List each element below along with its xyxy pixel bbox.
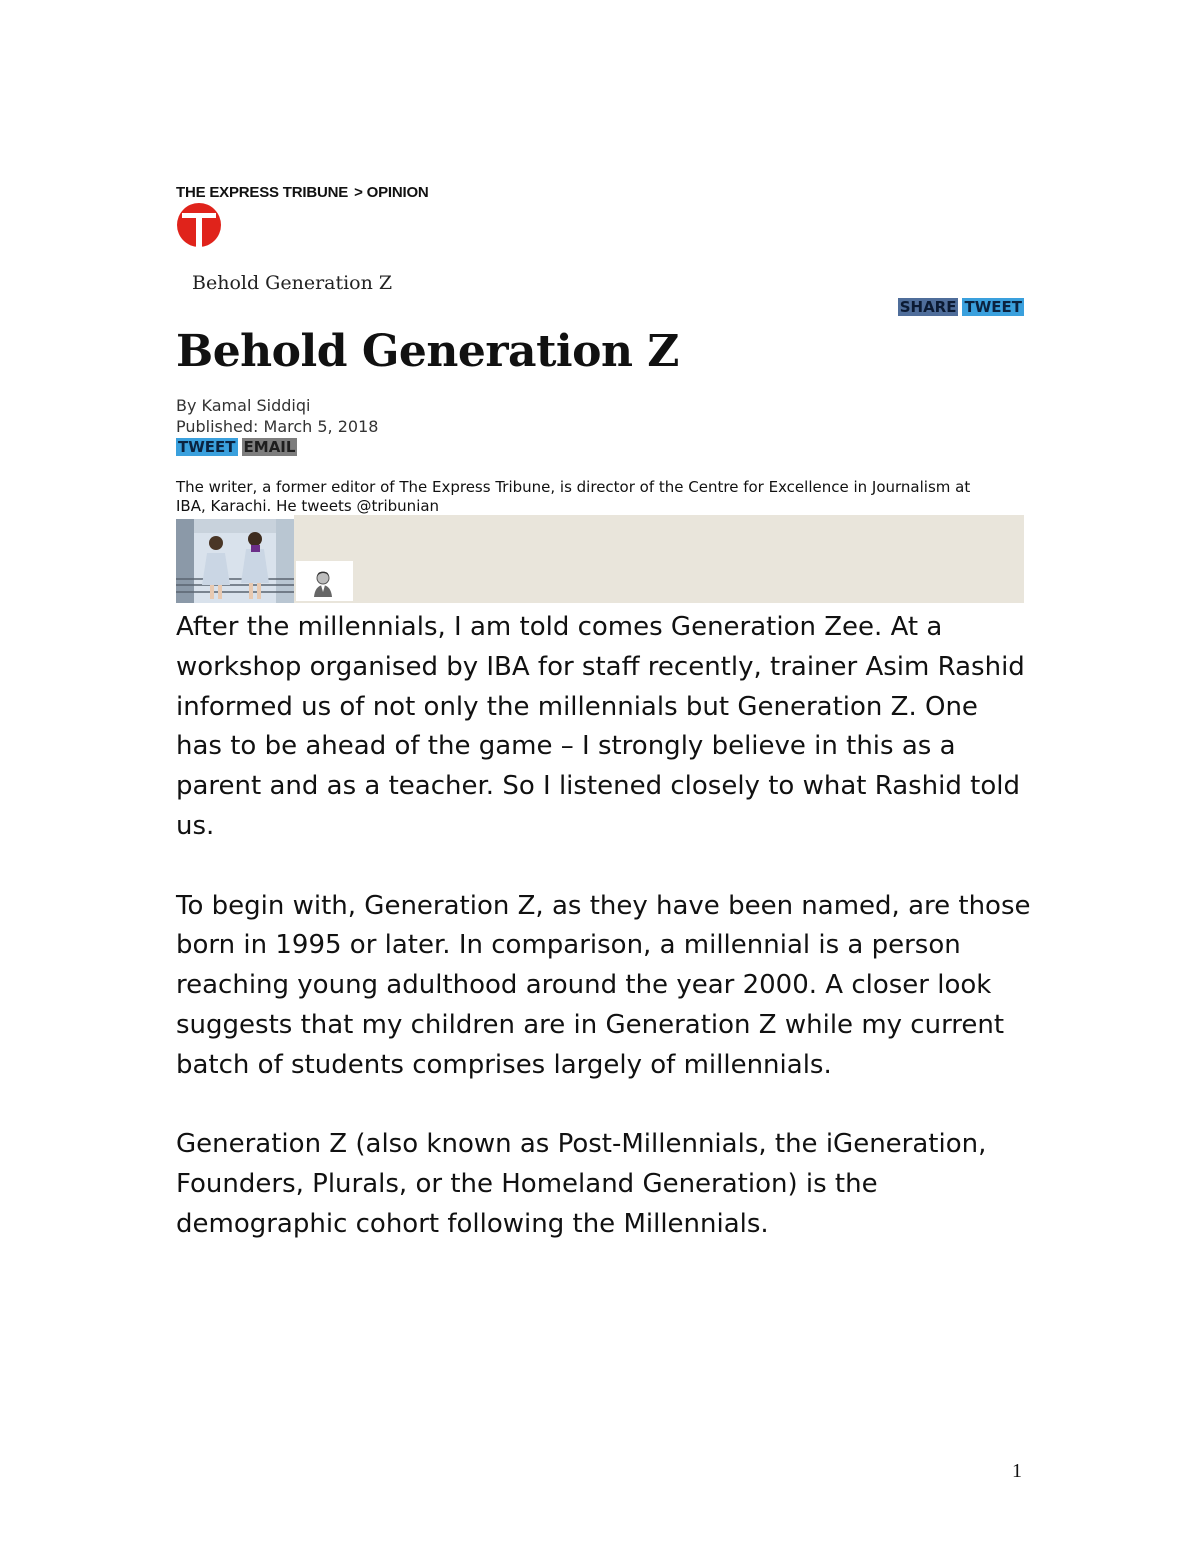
tweet-button[interactable]: TWEET [964, 298, 1022, 316]
article-photo [176, 519, 294, 603]
author-description: The writer, a former editor of The Express Tribune, is director of the Centre for Excellence in Journalism at IBA, Karachi. He tweets @tribunian [176, 478, 971, 515]
author-avatar [296, 561, 353, 601]
breadcrumb-section-link[interactable]: OPINION [366, 184, 429, 201]
tribune-t-logo-icon[interactable] [176, 202, 222, 248]
share-button[interactable]: SHARE [899, 298, 957, 316]
article-paragraph: Generation Z (also known as Post-Millennials, the iGeneration, Founders, Plurals, or the Homeland Generation) is the demographic cohort following the Millennials. [176, 1129, 987, 1239]
byline-block [176, 395, 378, 456]
article-headline: Behold Generation Z [176, 326, 679, 377]
article-paragraph: To begin with, Generation Z, as they have been named, are those born in 1995 or later. In comparison, a millennial is a person reaching young adulthood around the year 2000. A closer look suggests that my children are in Generation Z while my current batch of students comprises largely of millennials. [176, 890, 1031, 1080]
page-number: 1 [1012, 1460, 1022, 1482]
breadcrumb-separator: > [354, 184, 363, 201]
image-band [294, 515, 1024, 603]
article-paragraph: After the millennials, I am told comes Generation Zee. At a workshop organised by IBA for staff recently, trainer Asim Rashid informed us of not only the millennials but Generation Z. One has to be ahead of the game – I strongly believe in this as a parent and as a teacher. So I listened closely to what Rashid told us. [176, 612, 1025, 841]
published-date: Published: March 5, 2018 [176, 417, 379, 436]
author-byline: By Kamal Siddiqi [176, 396, 311, 415]
breadcrumb [176, 184, 429, 201]
article-body [176, 608, 1032, 1285]
byline-tweet-button[interactable]: TWEET [178, 438, 236, 456]
breadcrumb-site-link[interactable]: THE EXPRESS TRIBUNE [176, 184, 349, 201]
byline-email-button[interactable]: EMAIL [243, 438, 296, 456]
document-heading: Behold Generation Z [192, 272, 393, 294]
share-bar [898, 298, 1024, 316]
byline-actions [176, 438, 378, 456]
